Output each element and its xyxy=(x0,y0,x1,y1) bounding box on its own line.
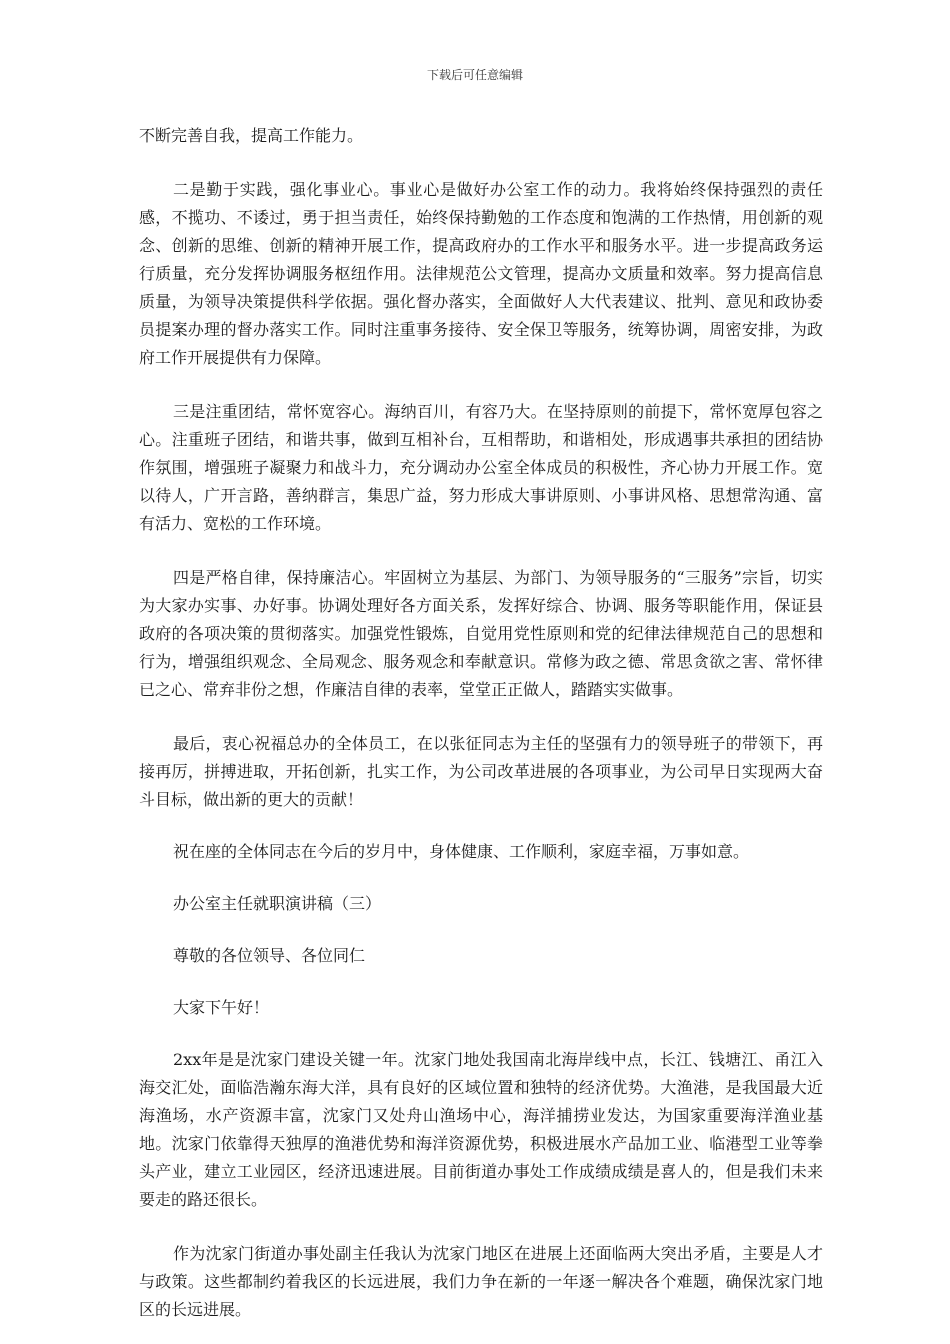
paragraph-closing: 最后，衷心祝福总办的全体员工，在以张征同志为主任的坚强有力的领导班子的带领下，再接再厉，拼搏进取，开拓创新，扎实工作，为公司改革进展的各项事业，为公司早日实现两大奋斗目标，做出新的更大的贡献！ xyxy=(139,734,823,809)
salutation: 尊敬的各位领导、各位同仁 xyxy=(173,946,366,965)
section-title: 办公室主任就职演讲稿（三） xyxy=(173,894,382,913)
paragraph-diligence: 二是勤于实践，强化事业心。事业心是做好办公室工作的动力。我将始终保持强烈的责任感，不揽功、不诿过，勇于担当责任，始终保持勤勉的工作态度和饱满的工作热情，用创新的观念、创新的思维、创新的精神开展工作，提高政府办的工作水平和服务水平。进一步提高政务运行质量，充分发挥协调服务枢纽作用。法律规范公文管理，提高办文质量和效率。努力提高信息质量，为领导决策提供科学依据。强化督办落实，全面做好人大代表建议、批判、意见和政协委员提案办理的督办落实工作。同时注重事务接待、安全保卫等服务，统筹协调，周密安排，为政府工作开展提供有力保障。 xyxy=(139,180,823,367)
paragraph-continuation: 不断完善自我，提高工作能力。 xyxy=(139,126,364,145)
document-body xyxy=(139,122,823,1324)
paragraph-unity: 三是注重团结，常怀宽容心。海纳百川，有容乃大。在坚持原则的前提下，常怀宽厚包容之心。注重班子团结，和谐共事，做到互相补台，互相帮助，和谐相处，形成遇事共承担的团结协作氛围，增强班子凝聚力和战斗力，充分调动办公室全体成员的积极性，齐心协力开展工作。宽以待人，广开言路，善纳群言，集思广益，努力形成大事讲原则、小事讲风格、思想常沟通、富有活力、宽松的工作环境。 xyxy=(139,402,823,533)
paragraph-shenjiamen-challenges: 作为沈家门街道办事处副主任我认为沈家门地区在进展上还面临两大突出矛盾，主要是人才与政策。这些都制约着我区的长远进展，我们力争在新的一年逐一解决各个难题，确保沈家门地区的长远进展。 xyxy=(139,1244,823,1319)
paragraph-wishes: 祝在座的全体同志在今后的岁月中，身体健康、工作顺利，家庭幸福，万事如意。 xyxy=(173,842,750,861)
page-header: 下载后可任意编辑 xyxy=(426,68,523,82)
greeting: 大家下午好！ xyxy=(173,998,270,1017)
paragraph-shenjiamen-intro: 2xx年是是沈家门建设关键一年。沈家门地处我国南北海岸线中点，长江、钱塘江、甬江入海交汇处，面临浩瀚东海大洋，具有良好的区域位置和独特的经济优势。大渔港，是我国最大近海渔场，水产资源丰富，沈家门又处舟山渔场中心，海洋捕捞业发达，为国家重要海洋渔业基地。沈家门依靠得天独厚的渔港优势和海洋资源优势，积极进展水产品加工业、临港型工业等拳头产业，建立工业园区，经济迅速进展。目前街道办事处工作成绩成绩是喜人的，但是我们未来要走的路还很长。 xyxy=(139,1050,823,1209)
paragraph-self-discipline: 四是严格自律，保持廉洁心。牢固树立为基层、为部门、为领导服务的“三服务”宗旨，切实为大家办实事、办好事。协调处理好各方面关系，发挥好综合、协调、服务等职能作用，保证县政府的各项决策的贯彻落实。加强党性锻炼，自觉用党性原则和党的纪律法律规范自己的思想和行为，增强组织观念、全局观念、服务观念和奉献意识。常修为政之德、常思贪欲之害、常怀律已之心、常弃非份之想，作廉洁自律的表率，堂堂正正做人，踏踏实实做事。 xyxy=(139,568,823,699)
